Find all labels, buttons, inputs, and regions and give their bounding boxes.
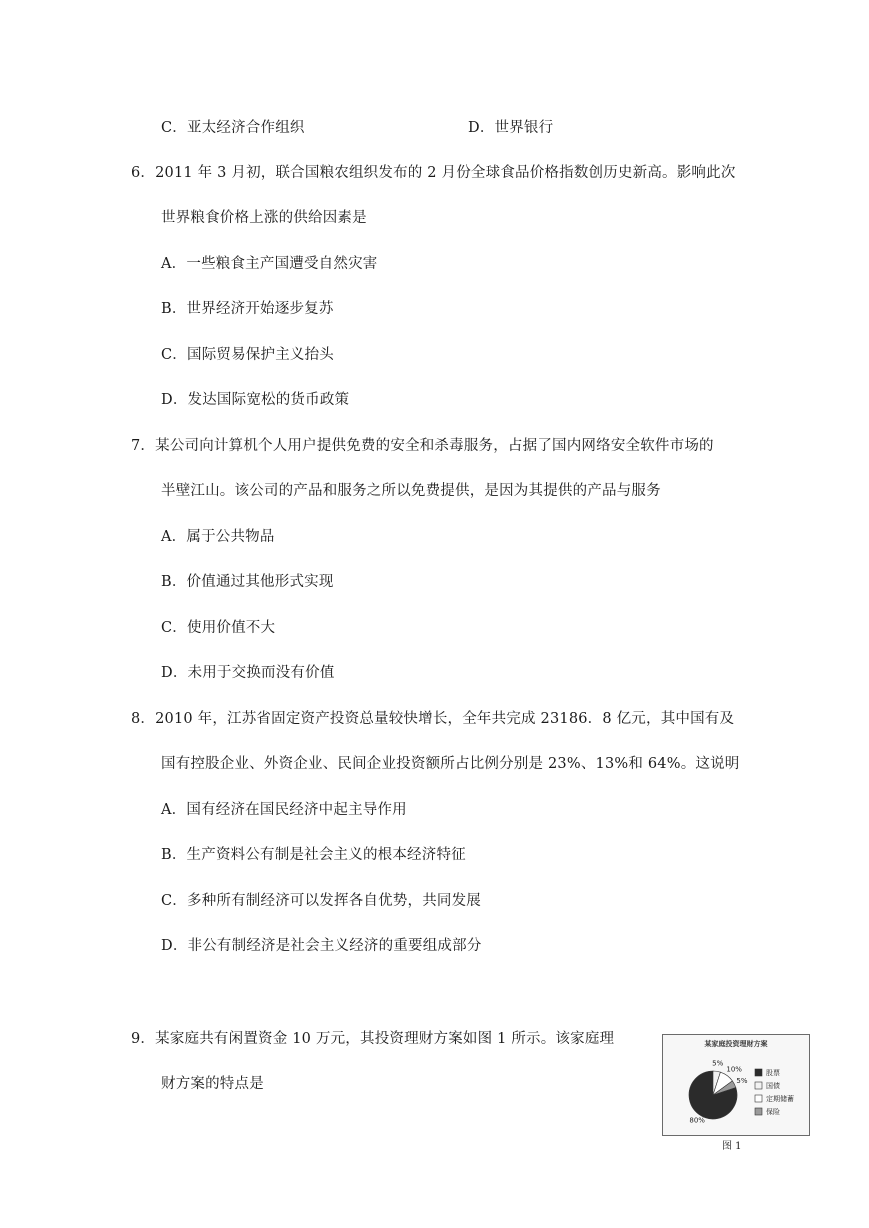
q6-option-a: A．一些粮食主产国遭受自然灾害 [161, 256, 378, 272]
pie-chart [663, 1035, 809, 1135]
q8-stem-line1: 8．2010 年，江苏省固定资产投资总量较快增长，全年共完成 23186．8 亿元，其中国有及 [131, 711, 735, 727]
q6-stem-line1: 6．2011 年 3 月初，联合国粮农组织发布的 2 月份全球食品价格指数创历史新高。影响此次 [131, 165, 736, 181]
q8-option-c: C．多种所有制经济可以发挥各自优势，共同发展 [161, 893, 481, 909]
q5-option-c: C．亚太经济合作组织 [161, 120, 305, 136]
q7-option-b: B．价值通过其他形式实现 [161, 574, 334, 590]
legend-swatch-insurance [755, 1108, 762, 1115]
legend-label-insurance: 保险 [766, 1108, 780, 1116]
q8-option-a: A．国有经济在国民经济中起主导作用 [161, 802, 407, 818]
pie-label-insurance: 5% [736, 1077, 748, 1086]
chart-title: 某家庭投资理财方案 [704, 1040, 768, 1048]
q7-option-c: C．使用价值不大 [161, 620, 276, 636]
legend-swatch-treasury-bonds [755, 1082, 762, 1089]
q8-stem-line2: 国有控股企业、外资企业、民间企业投资额所占比例分别是 23%、13%和 64%。这说明 [161, 756, 740, 772]
q9-stem-line2: 财方案的特点是 [161, 1076, 264, 1092]
q7-option-a: A．属于公共物品 [161, 529, 275, 545]
pie-label-stocks: 80% [689, 1116, 705, 1125]
pie-label-treasury-bonds: 5% [712, 1059, 724, 1068]
q6-option-b: B．世界经济开始逐步复苏 [161, 301, 334, 317]
q6-stem-line2: 世界粮食价格上涨的供给因素是 [161, 210, 367, 226]
figure-caption: 图 1 [722, 1141, 742, 1152]
legend-label-treasury-bonds: 国债 [766, 1082, 780, 1090]
q8-option-b: B．生产资料公有制是社会主义的根本经济特征 [161, 847, 466, 863]
q7-stem-line2: 半壁江山。该公司的产品和服务之所以免费提供，是因为其提供的产品与服务 [161, 483, 661, 499]
legend-swatch-time-deposits [755, 1095, 762, 1102]
q7-stem-line1: 7．某公司向计算机个人用户提供免费的安全和杀毒服务，占据了国内网络安全软件市场的 [131, 438, 714, 454]
legend-label-stocks: 股票 [766, 1069, 780, 1077]
q6-option-d: D．发达国际宽松的货币政策 [161, 392, 350, 408]
pie-label-time-deposits: 10% [726, 1065, 742, 1074]
pie-chart-figure [662, 1034, 810, 1136]
q7-option-d: D．未用于交换而没有价值 [161, 665, 335, 681]
q8-option-d: D．非公有制经济是社会主义经济的重要组成部分 [161, 938, 482, 954]
legend-label-time-deposits: 定期储蓄 [766, 1095, 794, 1103]
q9-stem-line1: 9．某家庭共有闲置资金 10 万元，其投资理财方案如图 1 所示。该家庭理 [131, 1031, 615, 1047]
q5-option-d: D．世界银行 [468, 120, 554, 136]
q6-option-c: C．国际贸易保护主义抬头 [161, 347, 334, 363]
legend-swatch-stocks [755, 1069, 762, 1076]
